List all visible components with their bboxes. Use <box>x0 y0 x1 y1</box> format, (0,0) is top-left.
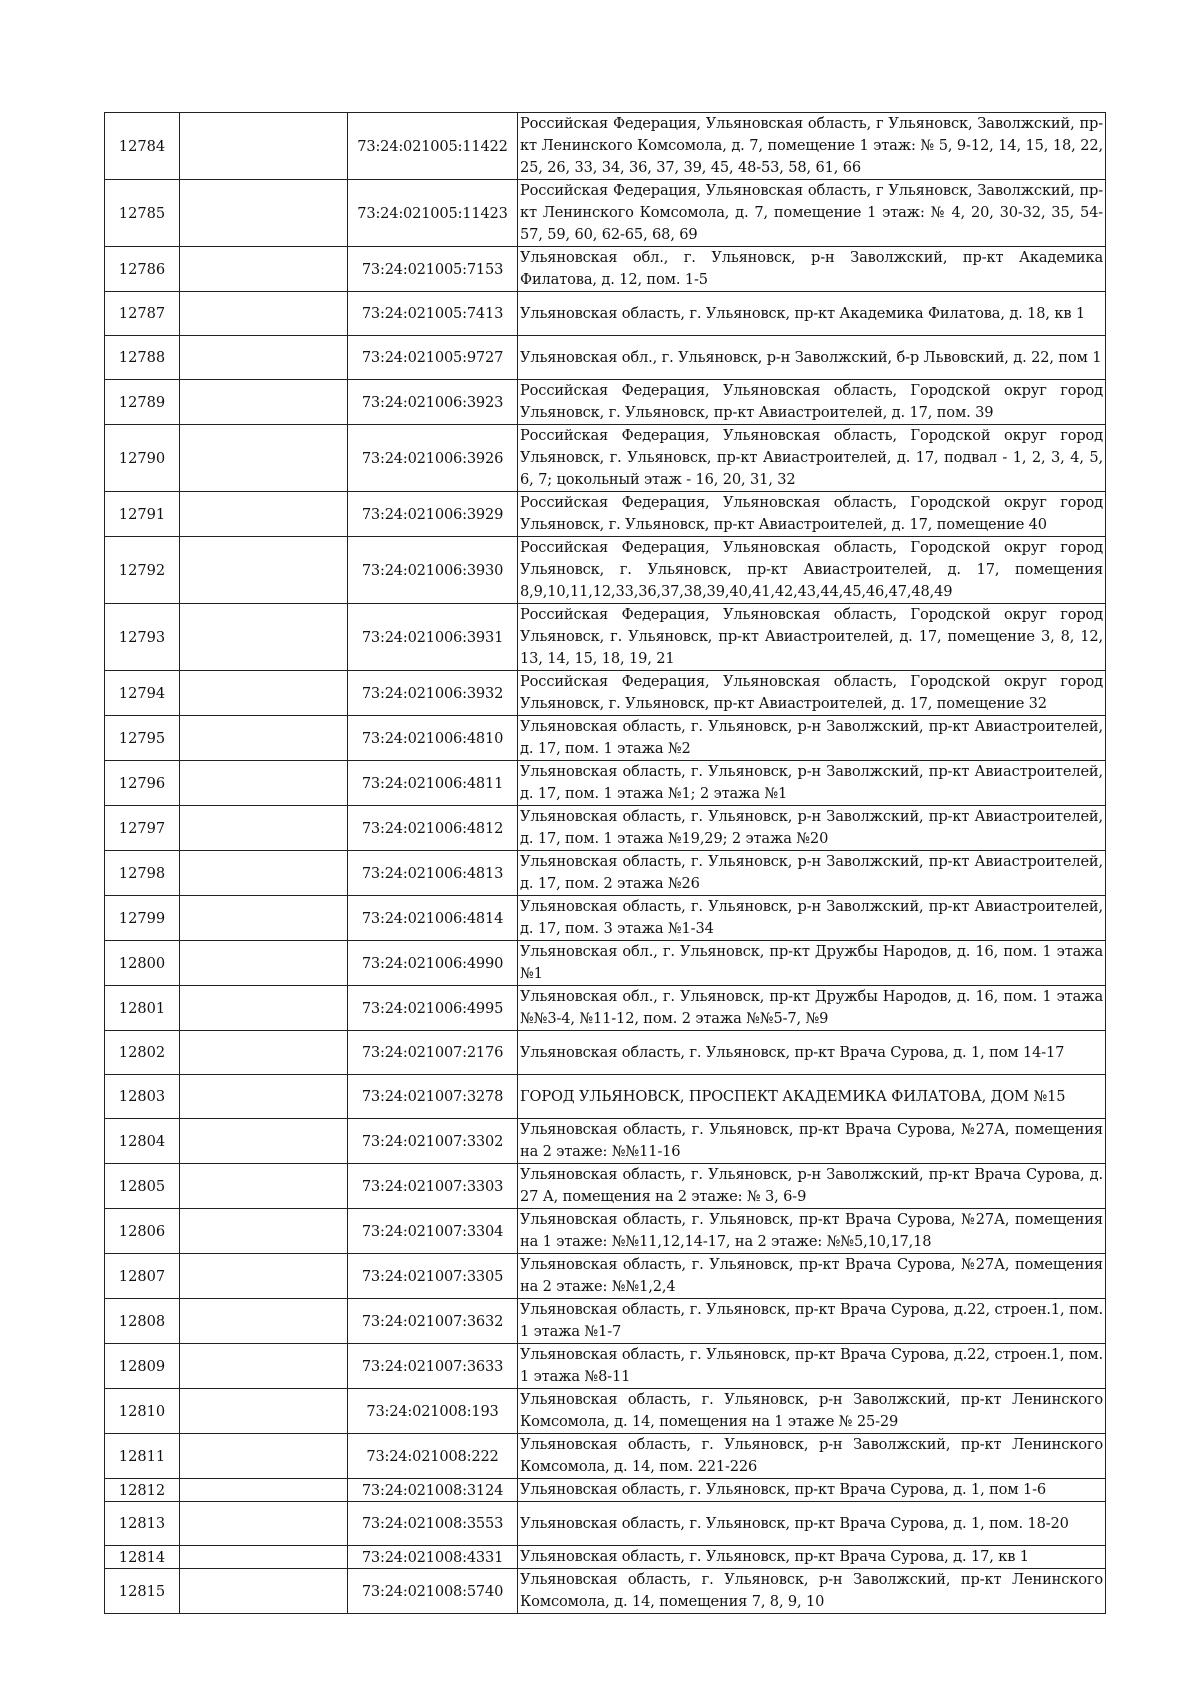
address: Ульяновская область, г. Ульяновск, р-н Заволжский, пр-кт Ленинского Комсомола, д. 14, помещения на 1 этаже № 25-29 <box>518 1389 1106 1434</box>
row-number: 12793 <box>105 604 180 671</box>
owner-cell <box>180 986 348 1031</box>
row-number: 12809 <box>105 1344 180 1389</box>
row-number: 12795 <box>105 716 180 761</box>
table-row <box>105 1389 1106 1434</box>
table-row <box>105 1502 1106 1546</box>
row-number: 12785 <box>105 180 180 247</box>
cadastral-number: 73:24:021006:3923 <box>348 380 518 425</box>
address: Ульяновская обл., г. Ульяновск, пр-кт Дружбы Народов, д. 16, пом. 1 этажа №1 <box>518 941 1106 986</box>
table-row <box>105 716 1106 761</box>
address: Ульяновская область, г. Ульяновск, р-н Заволжский, пр-кт Ленинского Комсомола, д. 14, помещения 7, 8, 9, 10 <box>518 1569 1106 1614</box>
row-number: 12792 <box>105 537 180 604</box>
owner-cell <box>180 1254 348 1299</box>
row-number: 12799 <box>105 896 180 941</box>
table-row <box>105 537 1106 604</box>
owner-cell <box>180 1479 348 1502</box>
address: Ульяновская обл., г. Ульяновск, пр-кт Дружбы Народов, д. 16, пом. 1 этажа №№3-4, №11-12, пом. 2 этажа №№5-7, №9 <box>518 986 1106 1031</box>
owner-cell <box>180 292 348 336</box>
cadastral-number: 73:24:021008:222 <box>348 1434 518 1479</box>
address: Ульяновская область, г. Ульяновск, пр-кт Врача Сурова, №27А, помещения на 1 этаже: №№11,12,14-17, на 2 этаже: №№5,10,17,18 <box>518 1209 1106 1254</box>
owner-cell <box>180 1502 348 1546</box>
cadastral-number: 73:24:021008:4331 <box>348 1546 518 1569</box>
address: Ульяновская область, г. Ульяновск, пр-кт Академика Филатова, д. 18, кв 1 <box>518 292 1106 336</box>
address: Ульяновская область, г. Ульяновск, пр-кт Врача Сурова, д.22, строен.1, пом. 1 этажа №1-7 <box>518 1299 1106 1344</box>
cadastral-number: 73:24:021006:3926 <box>348 425 518 492</box>
table-row <box>105 896 1106 941</box>
cadastral-number: 73:24:021007:3304 <box>348 1209 518 1254</box>
cadastral-number: 73:24:021006:4813 <box>348 851 518 896</box>
row-number: 12789 <box>105 380 180 425</box>
owner-cell <box>180 1075 348 1119</box>
owner-cell <box>180 761 348 806</box>
row-number: 12815 <box>105 1569 180 1614</box>
table-row <box>105 1254 1106 1299</box>
table-row <box>105 761 1106 806</box>
cadastral-number: 73:24:021008:3124 <box>348 1479 518 1502</box>
address: Российская Федерация, Ульяновская область, Городской округ город Ульяновск, г. Ульяновск, пр-кт Авиастроителей, д. 17, помещения 8,9,10,11,12,33,36,37,38,39,40,41,42,43,44,45,46,47,48,49 <box>518 537 1106 604</box>
row-number: 12797 <box>105 806 180 851</box>
row-number: 12786 <box>105 247 180 292</box>
row-number: 12814 <box>105 1546 180 1569</box>
table-row <box>105 1479 1106 1502</box>
cadastral-number: 73:24:021007:3278 <box>348 1075 518 1119</box>
cadastral-number: 73:24:021006:4990 <box>348 941 518 986</box>
table-row <box>105 604 1106 671</box>
address: Ульяновская область, г. Ульяновск, пр-кт Врача Сурова, №27А, помещения на 2 этаже: №№1,2,4 <box>518 1254 1106 1299</box>
row-number: 12798 <box>105 851 180 896</box>
owner-cell <box>180 336 348 380</box>
address: Ульяновская область, г. Ульяновск, р-н Заволжский, пр-кт Авиастроителей, д. 17, пом. 1 этажа №19,29; 2 этажа №20 <box>518 806 1106 851</box>
row-number: 12788 <box>105 336 180 380</box>
owner-cell <box>180 1209 348 1254</box>
table-row <box>105 380 1106 425</box>
owner-cell <box>180 1031 348 1075</box>
table-row <box>105 292 1106 336</box>
owner-cell <box>180 1434 348 1479</box>
row-number: 12787 <box>105 292 180 336</box>
address: Российская Федерация, Ульяновская область, Городской округ город Ульяновск, г. Ульяновск, пр-кт Авиастроителей, д. 17, пом. 39 <box>518 380 1106 425</box>
table-row <box>105 1299 1106 1344</box>
row-number: 12791 <box>105 492 180 537</box>
address: Ульяновская область, г. Ульяновск, пр-кт Врача Сурова, д. 1, пом 14-17 <box>518 1031 1106 1075</box>
cadastral-number: 73:24:021005:7413 <box>348 292 518 336</box>
table-row <box>105 180 1106 247</box>
owner-cell <box>180 604 348 671</box>
cadastral-number: 73:24:021008:5740 <box>348 1569 518 1614</box>
cadastral-number: 73:24:021008:193 <box>348 1389 518 1434</box>
owner-cell <box>180 113 348 180</box>
table-row <box>105 1569 1106 1614</box>
cadastral-number: 73:24:021006:4812 <box>348 806 518 851</box>
owner-cell <box>180 1299 348 1344</box>
row-number: 12812 <box>105 1479 180 1502</box>
owner-cell <box>180 1164 348 1209</box>
row-number: 12803 <box>105 1075 180 1119</box>
address: Ульяновская обл., г. Ульяновск, р-н Заволжский, пр-кт Академика Филатова, д. 12, пом. 1-5 <box>518 247 1106 292</box>
owner-cell <box>180 806 348 851</box>
owner-cell <box>180 941 348 986</box>
cadastral-number: 73:24:021005:11422 <box>348 113 518 180</box>
owner-cell <box>180 380 348 425</box>
table-row <box>105 1209 1106 1254</box>
row-number: 12811 <box>105 1434 180 1479</box>
cadastral-number: 73:24:021007:3632 <box>348 1299 518 1344</box>
table-row <box>105 1344 1106 1389</box>
owner-cell <box>180 247 348 292</box>
address: ГОРОД УЛЬЯНОВСК, ПРОСПЕКТ АКАДЕМИКА ФИЛАТОВА, ДОМ №15 <box>518 1075 1106 1119</box>
address: Ульяновская область, г. Ульяновск, р-н Заволжский, пр-кт Авиастроителей, д. 17, пом. 3 этажа №1-34 <box>518 896 1106 941</box>
table-row <box>105 1434 1106 1479</box>
row-number: 12806 <box>105 1209 180 1254</box>
row-number: 12800 <box>105 941 180 986</box>
address: Ульяновская область, г. Ульяновск, пр-кт Врача Сурова, д. 1, пом. 18-20 <box>518 1502 1106 1546</box>
table-row <box>105 1546 1106 1569</box>
cadastral-number: 73:24:021006:4811 <box>348 761 518 806</box>
address: Ульяновская область, г. Ульяновск, пр-кт Врача Сурова, д. 17, кв 1 <box>518 1546 1106 1569</box>
owner-cell <box>180 1389 348 1434</box>
cadastral-number: 73:24:021006:4814 <box>348 896 518 941</box>
owner-cell <box>180 716 348 761</box>
table-row <box>105 492 1106 537</box>
row-number: 12810 <box>105 1389 180 1434</box>
cadastral-number: 73:24:021007:3303 <box>348 1164 518 1209</box>
cadastral-number: 73:24:021007:3633 <box>348 1344 518 1389</box>
table-row <box>105 851 1106 896</box>
table-row <box>105 1119 1106 1164</box>
cadastral-number: 73:24:021006:3929 <box>348 492 518 537</box>
owner-cell <box>180 1546 348 1569</box>
owner-cell <box>180 492 348 537</box>
table-row <box>105 1031 1106 1075</box>
owner-cell <box>180 1569 348 1614</box>
property-register-table <box>104 112 1106 1614</box>
cadastral-number: 73:24:021007:3302 <box>348 1119 518 1164</box>
address: Ульяновская область, г. Ульяновск, р-н Заволжский, пр-кт Авиастроителей, д. 17, пом. 1 этажа №1; 2 этажа №1 <box>518 761 1106 806</box>
cadastral-number: 73:24:021005:11423 <box>348 180 518 247</box>
row-number: 12790 <box>105 425 180 492</box>
cadastral-number: 73:24:021006:4995 <box>348 986 518 1031</box>
address: Ульяновская обл., г. Ульяновск, р-н Заволжский, б-р Львовский, д. 22, пом 1 <box>518 336 1106 380</box>
row-number: 12796 <box>105 761 180 806</box>
row-number: 12802 <box>105 1031 180 1075</box>
table-row <box>105 336 1106 380</box>
cadastral-number: 73:24:021008:3553 <box>348 1502 518 1546</box>
row-number: 12804 <box>105 1119 180 1164</box>
address: Ульяновская область, г. Ульяновск, пр-кт Врача Сурова, д. 1, пом 1-6 <box>518 1479 1106 1502</box>
cadastral-number: 73:24:021006:3932 <box>348 671 518 716</box>
table-row <box>105 247 1106 292</box>
row-number: 12805 <box>105 1164 180 1209</box>
cadastral-number: 73:24:021006:4810 <box>348 716 518 761</box>
row-number: 12794 <box>105 671 180 716</box>
table-row <box>105 1075 1106 1119</box>
address: Ульяновская область, г. Ульяновск, р-н Заволжский, пр-кт Врача Сурова, д. 27 А, помещения на 2 этаже: № 3, 6-9 <box>518 1164 1106 1209</box>
address: Ульяновская область, г. Ульяновск, р-н Заволжский, пр-кт Авиастроителей, д. 17, пом. 1 этажа №2 <box>518 716 1106 761</box>
table-row <box>105 1164 1106 1209</box>
owner-cell <box>180 1119 348 1164</box>
row-number: 12808 <box>105 1299 180 1344</box>
owner-cell <box>180 1344 348 1389</box>
address: Российская Федерация, Ульяновская область, Городской округ город Ульяновск, г. Ульяновск, пр-кт Авиастроителей, д. 17, помещение 32 <box>518 671 1106 716</box>
address: Ульяновская область, г. Ульяновск, р-н Заволжский, пр-кт Ленинского Комсомола, д. 14, пом. 221-226 <box>518 1434 1106 1479</box>
address: Ульяновская область, г. Ульяновск, р-н Заволжский, пр-кт Авиастроителей, д. 17, пом. 2 этажа №26 <box>518 851 1106 896</box>
table-row <box>105 671 1106 716</box>
row-number: 12813 <box>105 1502 180 1546</box>
cadastral-number: 73:24:021005:9727 <box>348 336 518 380</box>
cadastral-number: 73:24:021006:3931 <box>348 604 518 671</box>
address: Ульяновская область, г. Ульяновск, пр-кт Врача Сурова, д.22, строен.1, пом. 1 этажа №8-11 <box>518 1344 1106 1389</box>
table-row <box>105 425 1106 492</box>
table-row <box>105 113 1106 180</box>
owner-cell <box>180 425 348 492</box>
row-number: 12807 <box>105 1254 180 1299</box>
table-row <box>105 941 1106 986</box>
owner-cell <box>180 537 348 604</box>
row-number: 12784 <box>105 113 180 180</box>
owner-cell <box>180 896 348 941</box>
owner-cell <box>180 180 348 247</box>
owner-cell <box>180 851 348 896</box>
cadastral-number: 73:24:021007:3305 <box>348 1254 518 1299</box>
address: Российская Федерация, Ульяновская область, г Ульяновск, Заволжский, пр-кт Ленинского Комсомола, д. 7, помещение 1 этаж: № 5, 9-12, 14, 15, 18, 22, 25, 26, 33, 34, 36, 37, 39, 45, 48-53, 58, 61, 66 <box>518 113 1106 180</box>
address: Российская Федерация, Ульяновская область, Городской округ город Ульяновск, г. Ульяновск, пр-кт Авиастроителей, д. 17, помещение 3, 8, 12, 13, 14, 15, 18, 19, 21 <box>518 604 1106 671</box>
table-row <box>105 986 1106 1031</box>
cadastral-number: 73:24:021006:3930 <box>348 537 518 604</box>
cadastral-number: 73:24:021005:7153 <box>348 247 518 292</box>
row-number: 12801 <box>105 986 180 1031</box>
address: Российская Федерация, Ульяновская область, Городской округ город Ульяновск, г. Ульяновск, пр-кт Авиастроителей, д. 17, помещение 40 <box>518 492 1106 537</box>
table-row <box>105 806 1106 851</box>
address: Российская Федерация, Ульяновская область, г Ульяновск, Заволжский, пр-кт Ленинского Комсомола, д. 7, помещение 1 этаж: № 4, 20, 30-32, 35, 54-57, 59, 60, 62-65, 68, 69 <box>518 180 1106 247</box>
cadastral-number: 73:24:021007:2176 <box>348 1031 518 1075</box>
owner-cell <box>180 671 348 716</box>
address: Российская Федерация, Ульяновская область, Городской округ город Ульяновск, г. Ульяновск, пр-кт Авиастроителей, д. 17, подвал - 1, 2, 3, 4, 5, 6, 7; цокольный этаж - 16, 20, 31, 32 <box>518 425 1106 492</box>
address: Ульяновская область, г. Ульяновск, пр-кт Врача Сурова, №27А, помещения на 2 этаже: №№11-16 <box>518 1119 1106 1164</box>
